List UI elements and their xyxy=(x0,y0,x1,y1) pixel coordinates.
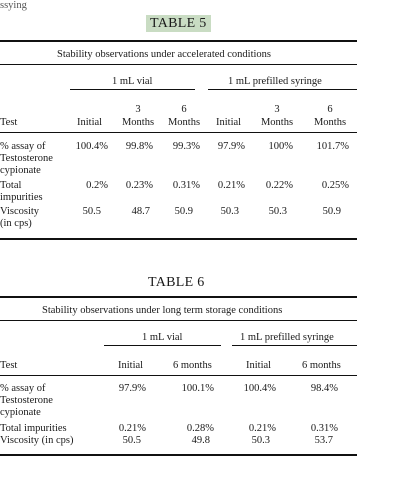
table6-cell: 97.9% xyxy=(118,383,146,394)
table5-cell: 48.7 xyxy=(131,206,150,217)
table6-cell: 0.21% xyxy=(248,423,276,434)
table5-cell: 100% xyxy=(268,141,293,152)
table5-cell: 0.2% xyxy=(86,180,108,191)
table6-bottom-rule xyxy=(0,454,357,456)
table6-cell: 0.28% xyxy=(186,423,214,434)
table5-group-syringe: 1 mL prefilled syringe xyxy=(228,76,322,87)
table5-row2-label-2: impurities xyxy=(0,192,43,203)
table5-cell: 0.22% xyxy=(265,180,293,191)
table5-group-vial: 1 mL vial xyxy=(112,76,153,87)
table5-header-3m-syringe-num: 3 xyxy=(274,104,280,115)
table6-header-test: Test xyxy=(0,360,18,371)
table5-cell: 0.25% xyxy=(321,180,349,191)
table5-row2-label-1: Total xyxy=(0,180,22,191)
table5-group-syringe-rule xyxy=(208,89,357,90)
table5-cell: 50.3 xyxy=(220,206,239,217)
table6-row1-label-1: % assay of xyxy=(0,383,46,394)
table5-top-rule xyxy=(0,40,357,42)
table5-row3-label-1: Viscosity xyxy=(0,206,40,217)
table5-header-initial-syringe: Initial xyxy=(216,117,242,128)
table6-row3-label: Viscosity (in cps) xyxy=(0,435,74,446)
table5-cell: 50.3 xyxy=(268,206,287,217)
table6-header-6m-syringe: 6 months xyxy=(302,360,341,371)
table6-cell: 49.8 xyxy=(191,435,210,446)
table6-header-6m: 6 months xyxy=(173,360,212,371)
table6-cell: 100.4% xyxy=(243,383,276,394)
table5-header-3m: Months xyxy=(121,117,155,128)
table6-title: TABLE 6 xyxy=(148,275,205,290)
table6-cell: 98.4% xyxy=(310,383,338,394)
table6-header-initial: Initial xyxy=(118,360,144,371)
table5-header-3m-num: 3 xyxy=(135,104,141,115)
table6-cell: 100.1% xyxy=(181,383,214,394)
table6-header-rule xyxy=(0,375,357,376)
table5-cell: 50.5 xyxy=(82,206,101,217)
table5-cell: 97.9% xyxy=(217,141,245,152)
table5-header-6m-syringe: Months xyxy=(313,117,347,128)
table6-top-rule xyxy=(0,296,357,298)
table5-group-vial-rule xyxy=(70,89,195,90)
table5-bottom-rule xyxy=(0,238,357,240)
table5-cell: 0.23% xyxy=(125,180,153,191)
table6-caption: Stability observations under long term storage conditions xyxy=(42,305,283,316)
table6-cell: 50.5 xyxy=(122,435,141,446)
table5-caption: Stability observations under accelerated conditions xyxy=(57,49,272,60)
table5-row1-label-2: Testosterone xyxy=(0,153,53,164)
table5-row1-label-3: cypionate xyxy=(0,165,41,176)
table6-group-syringe: 1 mL prefilled syringe xyxy=(240,332,334,343)
table6-row1-label-3: cypionate xyxy=(0,407,41,418)
table5-row3-label-2: (in cps) xyxy=(0,218,32,229)
table5-row1-label-1: % assay of xyxy=(0,141,46,152)
table5-header-3m-syringe: Months xyxy=(260,117,294,128)
table6-row2-label: Total impurities xyxy=(0,423,67,434)
table5-header-6m: Months xyxy=(167,117,201,128)
table6-cell: 0.21% xyxy=(118,423,146,434)
table6-group-vial: 1 mL vial xyxy=(142,332,183,343)
table5-cell: 99.8% xyxy=(125,141,153,152)
table5-cell: 50.9 xyxy=(174,206,193,217)
table5-caption-rule xyxy=(0,64,357,65)
table5-header-6m-syringe-num: 6 xyxy=(327,104,333,115)
table5-cell: 0.21% xyxy=(217,180,245,191)
table5-header-6m-num: 6 xyxy=(181,104,187,115)
table5-cell: 0.31% xyxy=(172,180,200,191)
table6-header-initial-syringe: Initial xyxy=(246,360,272,371)
table5-header-test: Test xyxy=(0,117,18,128)
table6-row1-label-2: Testosterone xyxy=(0,395,53,406)
table6-caption-rule xyxy=(0,320,357,321)
table5-cell: 100.4% xyxy=(75,141,108,152)
table5-cell: 99.3% xyxy=(172,141,200,152)
table5-header-initial: Initial xyxy=(77,117,103,128)
table5-title: TABLE 5 xyxy=(146,16,211,32)
table5-cell: 101.7% xyxy=(316,141,349,152)
table6-cell: 0.31% xyxy=(310,423,338,434)
table5-header-rule xyxy=(0,132,357,133)
table5-cell: 50.9 xyxy=(322,206,341,217)
table6-group-syringe-rule xyxy=(232,345,357,346)
table6-group-vial-rule xyxy=(104,345,221,346)
table6-cell: 50.3 xyxy=(251,435,270,446)
table6-cell: 53.7 xyxy=(314,435,333,446)
page-fragment-text: ssying xyxy=(0,0,27,11)
